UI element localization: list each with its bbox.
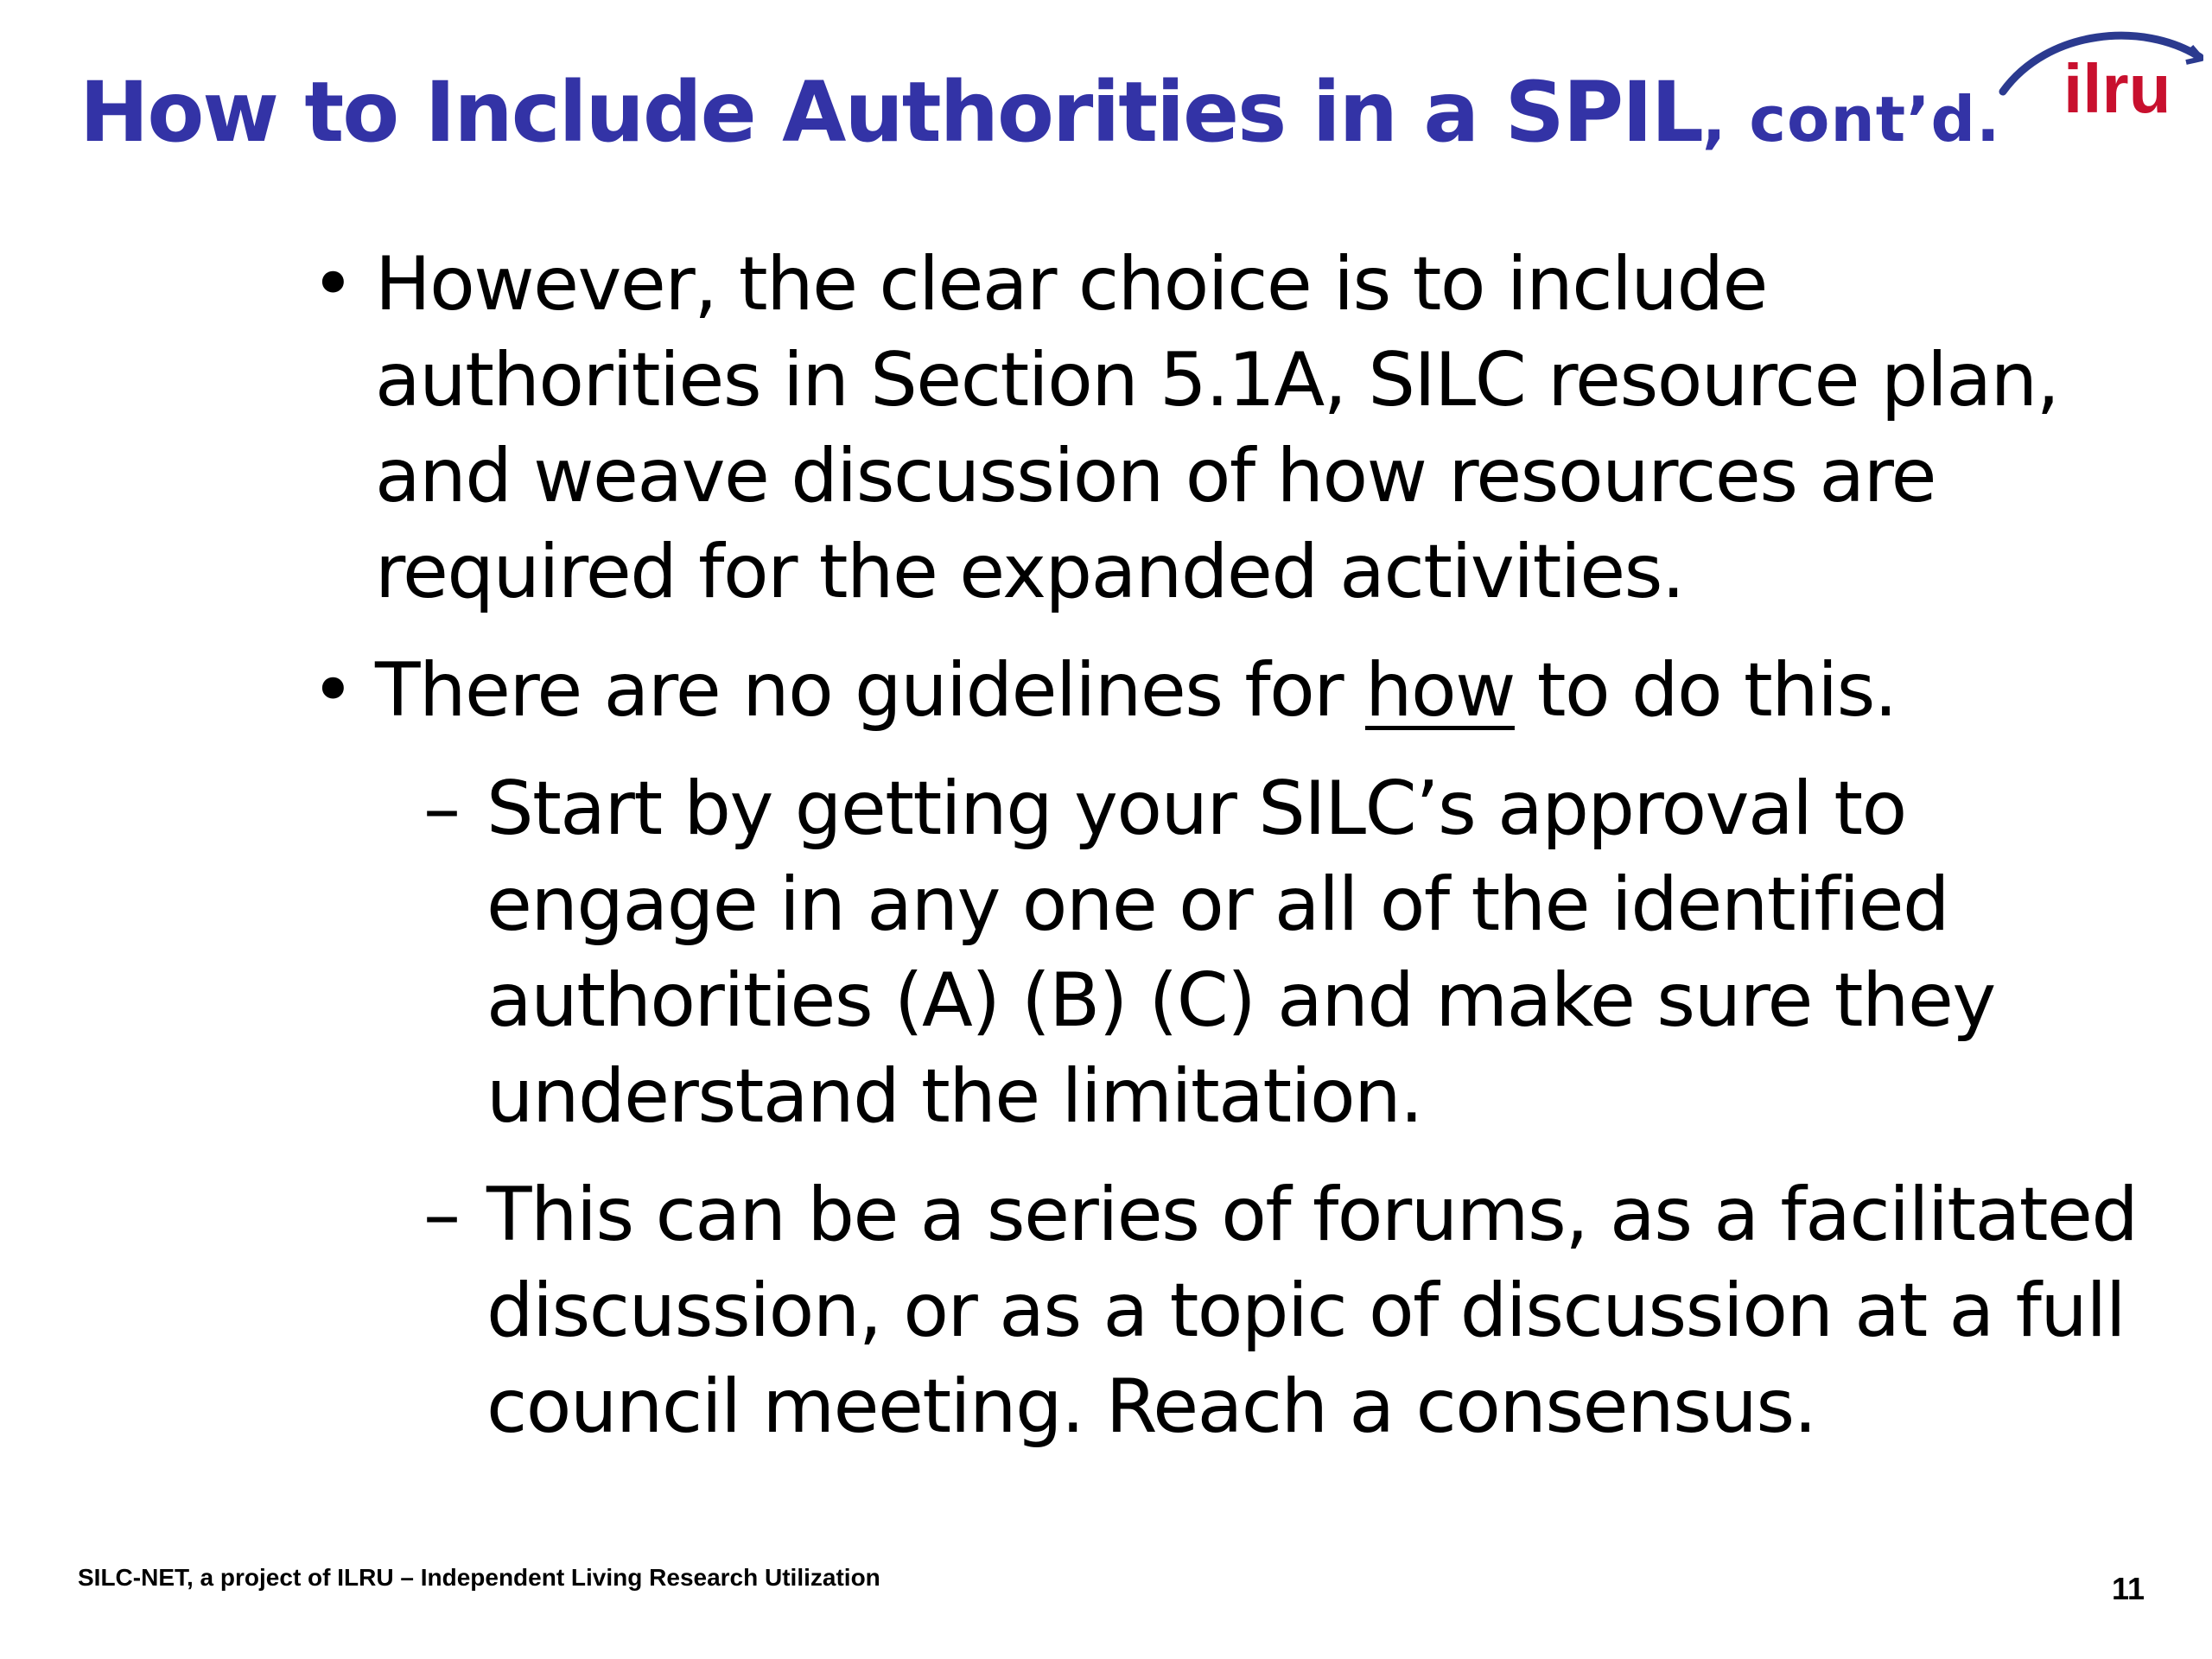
sub-bullet-marker: – <box>423 766 460 852</box>
bullet-text-after: to do this. <box>1514 647 1897 734</box>
bullet-marker: • <box>311 241 354 327</box>
bullet-item <box>311 643 2169 739</box>
slide-title-main: How to Include Authorities in a SPIL <box>79 64 1702 161</box>
sub-bullet-item <box>311 1167 2169 1455</box>
sub-bullet-item <box>311 761 2169 1145</box>
slide-title <box>79 64 2001 161</box>
sub-bullet-marker: – <box>423 1172 460 1258</box>
underlined-word: how <box>1364 647 1515 734</box>
slide-title-suffix: , cont’d. <box>1701 83 2001 156</box>
ilru-logo-icon <box>1996 12 2203 133</box>
bullet-item <box>311 237 2169 620</box>
bullet-marker: • <box>311 647 354 734</box>
slide-body <box>311 237 2169 1478</box>
bullet-text <box>375 647 1897 734</box>
sub-bullet-text: This can be a series of forums, as a facilitated discussion, or as a topic of discussion at a full council meeting. Reach a consensus. <box>486 1172 2138 1450</box>
slide-footer: SILC-NET, a project of ILRU – Independent Living Research Utilization <box>78 1564 880 1591</box>
bullet-text: However, the clear choice is to include authorities in Section 5.1A, SILC resource plan, and weave discussion of how resources are required for the expanded activities. <box>375 241 2059 615</box>
page-number: 11 <box>2111 1571 2145 1606</box>
sub-bullet-text: Start by getting your SILC’s approval to engage in any one or all of the identified authorities (A) (B) (C) and make sure they understand the limitation. <box>486 766 1995 1140</box>
bullet-text-before: There are no guidelines for <box>375 647 1365 734</box>
ilru-logo-text: ilru <box>2063 50 2171 127</box>
